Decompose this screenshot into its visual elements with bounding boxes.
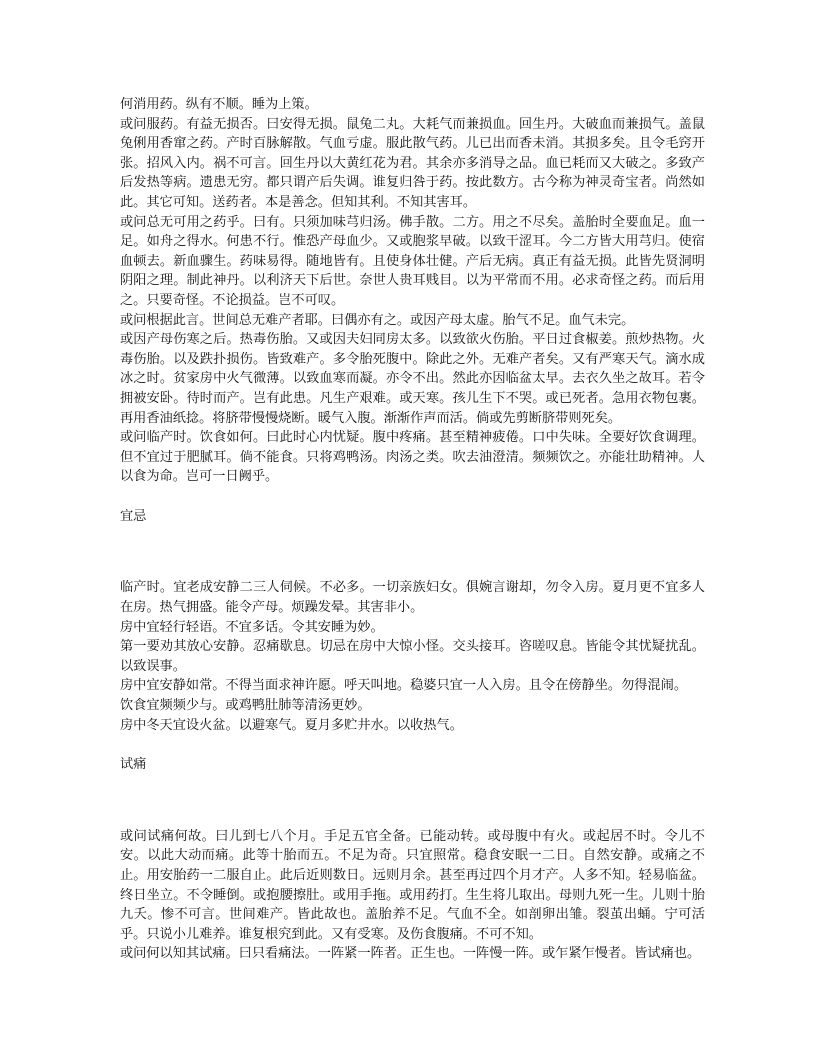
paragraph: 或问总无可用之药乎。曰有。只须加味芎归汤。佛手散。二方。用之不尽矣。盖胎时全要血足。血一足。如舟之得水。何患不行。惟恐产母血少。又或胞浆早破。以致干涩耳。今二方皆大用芎归。使宿血顿去。新血骤生。药味易得。随地皆有。且使身体壮健。产后无病。真正有益无损。此皆先贤洞明阴阳之理。制此神丹。以利济天下后世。奈世人贵耳贱目。以为平常而不用。必求奇怪之药。而后用之。只要奇怪。不论损益。岂不可叹。 — [120, 214, 705, 308]
paragraph: 或问根据此言。世间总无难产者耶。曰偶亦有之。或因产母太虚。胎气不足。血气未完。 — [120, 312, 635, 328]
paragraph: 房中冬天宜设火盆。以避寒气。夏月多贮井水。以收热气。 — [120, 717, 463, 733]
paragraph: 饮食宜频频少与。或鸡鸭肚肺等清汤更妙。 — [120, 698, 371, 714]
section-heading-shitong: 试痛 — [120, 757, 147, 773]
paragraph: 临产时。宜老成安静二三人伺候。不必多。一切亲族妇女。俱婉言谢却，勿令入房。夏月更不宜多人在房。热气拥盛。能令产母。烦躁发晕。其害非小。 — [120, 580, 705, 616]
paragraph: 或问何以知其试痛。曰只看痛法。一阵紧一阵者。正生也。一阵慢一阵。或乍紧乍慢者。皆试痛也。 — [120, 946, 701, 962]
paragraph: 房中宜安静如常。不得当面求神许愿。呼天叫地。稳婆只宜一人入房。且令在傍静坐。勿得混闹。 — [120, 678, 688, 694]
paragraph: 第一要劝其放心安静。忍痛歇息。切忌在房中大惊小怪。交头接耳。咨嗟叹息。皆能令其忧疑扰乱。以致误事。 — [120, 639, 705, 674]
document-page — [120, 95, 705, 964]
spacer — [120, 526, 705, 578]
spacer — [120, 775, 705, 827]
paragraph: 或问服药。有益无损否。曰安得无损。鼠兔二丸。大耗气而兼损血。回生丹。大破血而兼损气。盖鼠兔俐用香窜之药。产时百脉解散。气血亏虚。服此散气药。儿已出而香未消。其损多矣。且令毛窍开张。招风入内。祸不可言。回生丹以大黄红花为君。其余亦多消导之品。血已耗而又大破之。多致产后发热等病。遗患无穷。都只谓产后失调。谁复归咎于药。按此数方。古今称为神灵奇宝者。尚然如此。其它可知。送药者。本是善念。但知其利。不知其害耳。 — [120, 116, 705, 210]
spacer — [120, 487, 705, 507]
spacer — [120, 735, 705, 755]
paragraph: 或因产母伤寒之后。热毒伤胎。又或因夫妇同房太多。以致欲火伤胎。平日过食椒姜。煎炒热物。火毒伤胎。以及跌扑损伤。皆致难产。多令胎死腹中。除此之外。无难产者矣。又有严寒天气。滴水成冰之时。贫家房中火气微薄。以致血寒而凝。亦令不出。然此亦因临盆太早。去衣久坐之故耳。若令拥被安卧。待时而产。岂有此患。凡生产艰难。或天寒。孩儿生下不哭。或已死者。急用衣物包裹。再用香油纸捻。将脐带慢慢烧断。暖气入腹。渐渐作声而活。倘或先剪断脐带则死矣。 — [120, 332, 705, 426]
paragraph: 或问临产时。饮食如何。曰此时心内忧疑。腹中疼痛。甚至精神疲倦。口中失味。全要好饮食调理。但不宜过于肥腻耳。倘不能食。只将鸡鸭汤。肉汤之类。吹去油澄清。频频饮之。亦能壮助精神。人以食为命。岂可一日阙乎。 — [120, 430, 705, 485]
section-heading-yiji: 宜忌 — [120, 508, 147, 524]
paragraph: 房中宜轻行轻语。不宜多话。令其安睡为妙。 — [120, 619, 384, 635]
paragraph: 何消用药。纵有不顺。睡为上策。 — [120, 97, 318, 112]
paragraph: 或问试痛何故。曰儿到七八个月。手足五官全备。已能动转。或母腹中有火。或起居不时。令儿不安。以此大动而痛。此等十胎而五。不足为奇。只宜照常。稳食安眠一二日。自然安静。或痛之不止。用安胎药一二服自止。此后近则数日。远则月余。甚至再过四个月才产。人多不知。轻易临盆。终日坐立。不令睡倒。或抱腰擦肚。或用手拖。或用药打。生生将儿取出。母则九死一生。儿则十胎九夭。惨不可言。世间难产。皆此故也。盖胎养不足。气血不全。如剖卵出雏。裂茧出蛹。宁可活乎。只说小儿难养。谁复根究到此。又有受寒。及伤食腹痛。不可不知。 — [120, 828, 705, 942]
